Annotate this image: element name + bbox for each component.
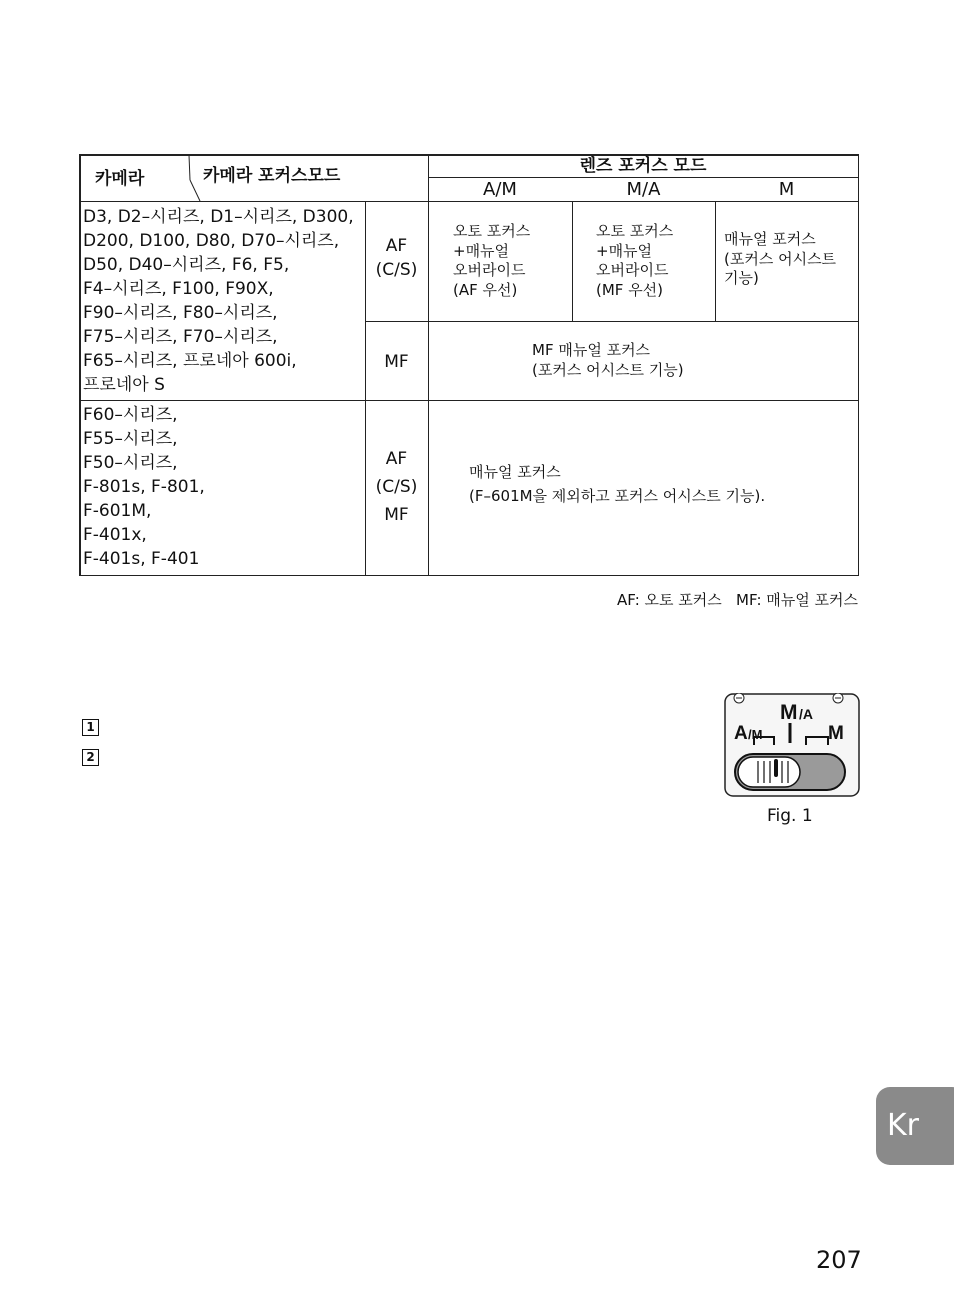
cell-group2-all: 매뉴얼 포커스 (F–601M을 제외하고 포커스 어시스트 기능). [469, 463, 766, 505]
screw-icon-left [734, 693, 744, 703]
screw-icon-right [833, 693, 843, 703]
label-ma-A: /A [799, 706, 813, 722]
step-1-marker: 1 [82, 719, 99, 736]
cell-af-am: 오토 포커스 +매뉴얼 오버라이드 (AF 우선) [453, 222, 531, 299]
switch-illustration [724, 693, 860, 797]
label-am-M: /M [748, 727, 763, 742]
label-ma-M: M [780, 701, 798, 724]
camera-mode-af-mf: AF (C/S) MF [375, 449, 418, 525]
focus-mode-switch-figure [724, 693, 860, 797]
camera-list-group-1: D3, D2–시리즈, D1–시리즈, D300, D200, D100, D80, D70–시리즈, D50, D40–시리즈, F6, F5, F4–시리즈, F100, F90X, F90–시리즈, F80–시리즈, F75–시리즈, F70–시리즈, F65–시리즈, 프로네아 600i, 프로네아 S [83, 207, 354, 395]
header-lens-mode-m: M [778, 179, 795, 200]
camera-mode-mf: MF [384, 352, 409, 372]
language-tab: Kr [876, 1087, 954, 1165]
label-am-A: A [734, 723, 748, 744]
cell-af-ma: 오토 포커스 +매뉴얼 오버라이드 (MF 우선) [596, 222, 674, 299]
page-number: 207 [816, 1246, 862, 1274]
header-camera: 카메라 [95, 169, 145, 189]
camera-list-group-2: F60–시리즈, F55–시리즈, F50–시리즈, F-801s, F-801, F-601M, F-401x, F-401s, F-401 [83, 405, 205, 569]
table-legend: AF: 오토 포커스 MF: 매뉴얼 포커스 [616, 591, 858, 609]
slider-indicator [774, 759, 778, 777]
header-lens-focus-mode: 렌즈 포커스 모드 [579, 156, 707, 176]
header-lens-mode-am: A/M [483, 179, 517, 200]
figure-caption: Fig. 1 [767, 806, 813, 826]
step-2-marker: 2 [82, 749, 99, 766]
slider-knob [738, 757, 800, 787]
header-camera-focus-mode: 카메라 포커스모드 [203, 166, 341, 186]
compatibility-table [79, 154, 859, 576]
header-lens-mode-ma: M/A [626, 179, 661, 200]
camera-mode-af: AF (C/S) [375, 236, 418, 280]
header-diagonal-divider [184, 154, 204, 202]
cell-mf-all: MF 매뉴얼 포커스 (포커스 어시스트 기능) [532, 341, 684, 379]
label-m: M [828, 723, 844, 744]
cell-af-m: 매뉴얼 포커스 (포커스 어시스트 기능) [724, 230, 837, 287]
